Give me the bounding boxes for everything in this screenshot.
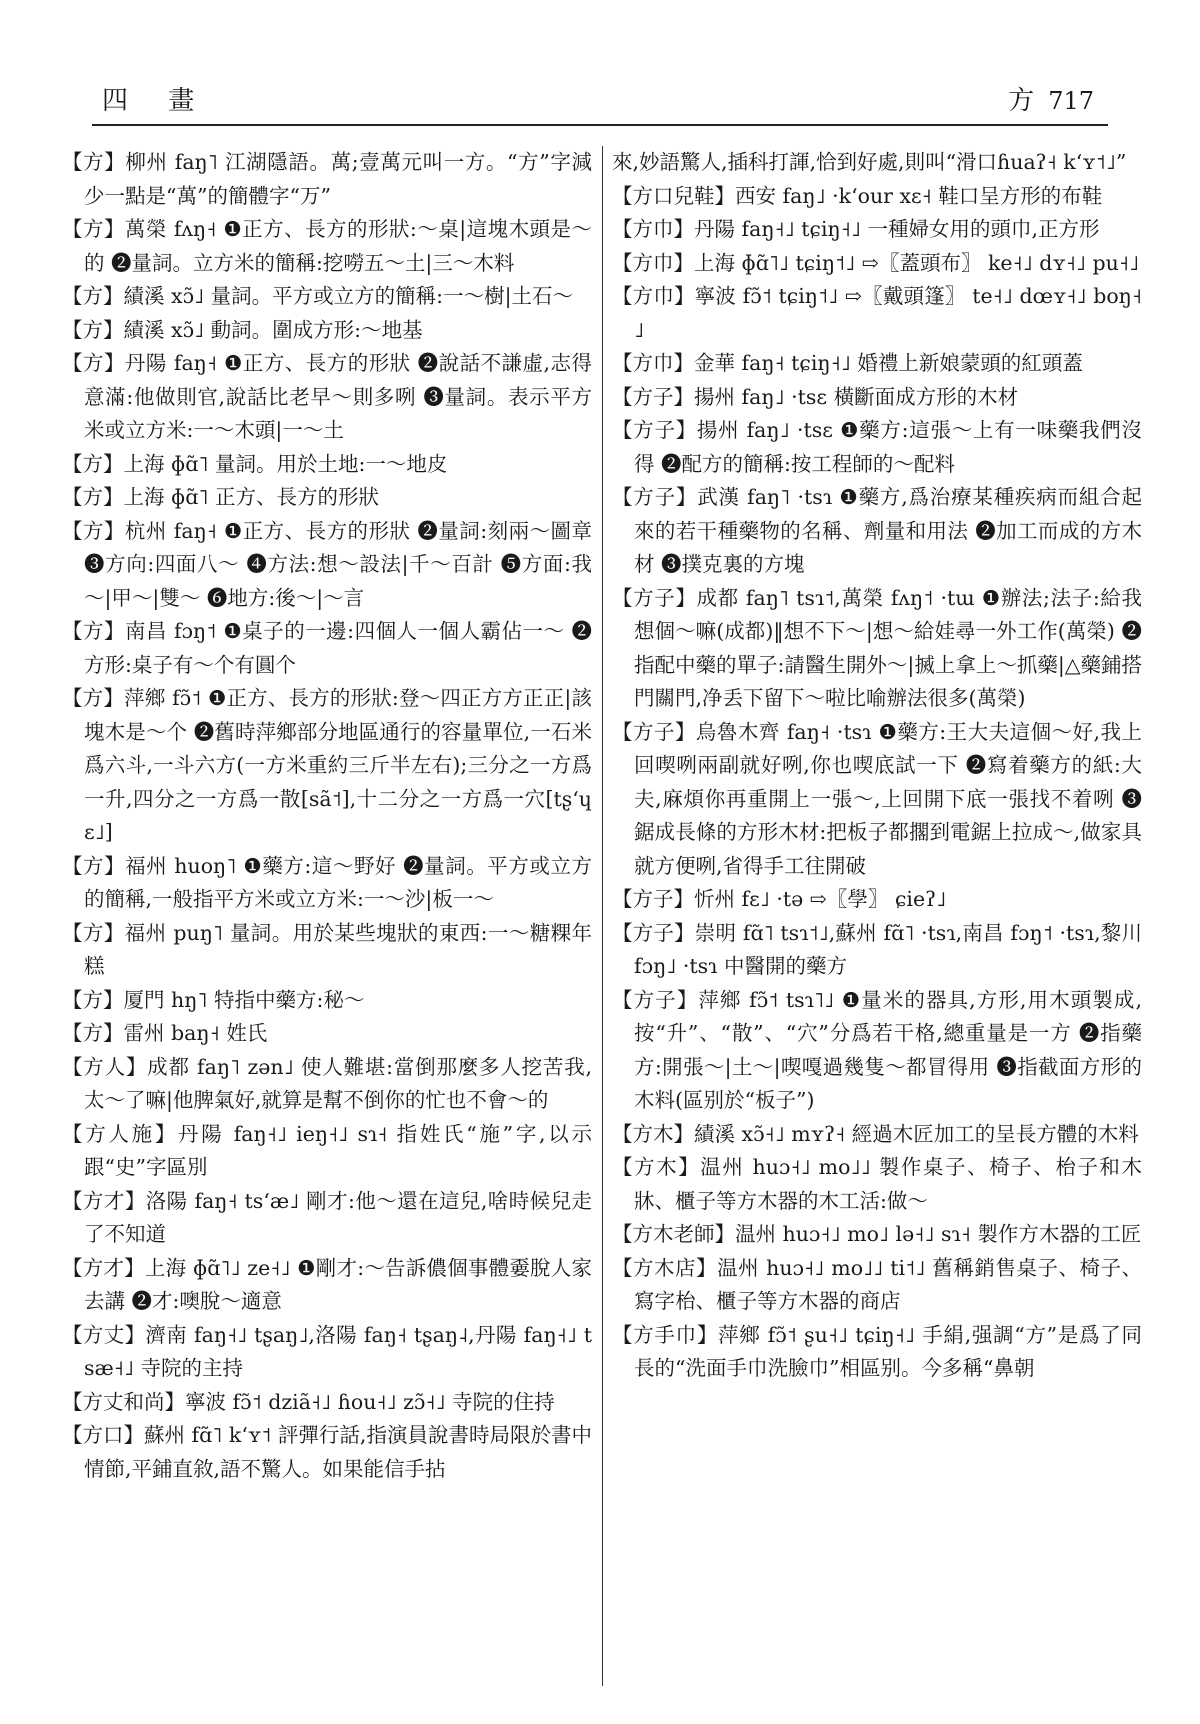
- dictionary-entry: 【方才】上海 ɸɑ̃˥˩ ze˧˩ ❶剛才:～告訴儂個事體嫑脫人家去講 ❷才:噢脫～適意: [62, 1255, 592, 1313]
- dictionary-entry: 【方子】忻州 fɛ˩ ·tə ⇨〖學〗 ɕieʔ˩: [612, 887, 947, 911]
- dictionary-entry: 【方】杭州 faŋ˧ ❶正方、長方的形狀 ❷量詞:刻兩～圖章 ❸方向:四面八～ ❹方法:想～設法|千～百計 ❺方面:我～|甲～|雙～ ❻地方:後～|～言: [62, 518, 592, 610]
- dictionary-entry: 【方子】揚州 faŋ˩ ·tsɛ ❶藥方:這張～上有一味藥我們沒得 ❷配方的簡稱:按工程師的～配料: [612, 418, 1142, 476]
- left-column: [62, 146, 592, 1686]
- dictionary-entry: 【方】福州 huoŋ˥ ❶藥方:這～野好 ❷量詞。平方或立方的簡稱,一般指平方米或立方米:一～沙|板一～: [62, 853, 592, 911]
- dictionary-entry: 【方】績溪 xɔ̃˩ 量詞。平方或立方的簡稱:一～樹|土石～: [62, 284, 573, 308]
- dictionary-entry: 【方巾】金華 faŋ˧ tɕiŋ˧˩ 婚禮上新娘蒙頭的紅頭蓋: [612, 351, 1083, 375]
- dictionary-entry: 【方】績溪 xɔ̃˩ 動詞。圍成方形:～地基: [62, 317, 423, 342]
- dictionary-entry: 【方】柳州 faŋ˥ 江湖隱語。萬;壹萬元叫一方。“方”字減少一點是“萬”的簡體字“万”: [62, 150, 592, 208]
- dictionary-entry: 【方丈和尚】寧波 fɔ̃˦ dziã˧˩ ɦou˧˩ zɔ̃˧˩ 寺院的住持: [62, 1389, 555, 1414]
- dictionary-entry: 【方子】成都 faŋ˥ tsɿ˦,萬榮 fʌŋ˦ ·tɯ ❶辦法;法子:給我想個～嘛(成都)‖想不下～|想～給娃尋一外工作(萬榮) ❷指配中藥的單子:請醫生開外～|搣上拿上～抓藥|△藥鋪搭門關門,净丢下留下～啦比喻辦法很多(萬榮): [612, 585, 1142, 710]
- dictionary-entry: 【方手巾】萍鄉 fɔ̃˦ ʂu˧˩ tɕiŋ˧˩ 手絹,强調“方”是爲了同長的“洗面手巾洗臉巾”相區别。今多稱“鼻朝: [612, 1322, 1142, 1380]
- dictionary-entry: 【方】丹陽 faŋ˧ ❶正方、長方的形狀 ❷說話不謙虛,志得意滿:他做則官,說話比老早～則多咧 ❸量詞。表示平方米或立方米:一～木頭|一～土: [62, 351, 592, 442]
- dictionary-entry: 【方木】績溪 xɔ̃˧˩ mʏʔ˧ 經過木匠加工的呈長方體的木料: [612, 1121, 1139, 1146]
- dictionary-entry: 【方人】成都 faŋ˥ zən˩ 使人難堪:當倒那麼多人挖苦我,太～了嘛|他脾氣好,就算是幫不倒你的忙也不會～的: [62, 1054, 592, 1112]
- dictionary-columns: [62, 146, 1142, 1686]
- dictionary-entry: 【方】南昌 fɔŋ˦ ❶桌子的一邊:四個人一個人霸佔一～ ❷方形:桌子有～个有圓个: [62, 619, 592, 677]
- dictionary-entry: 【方巾】寧波 fɔ̃˦ tɕiŋ˦˩ ⇨〖戴頭篷〗 te˧˩ dœʏ˧˩ boŋ˧˩: [612, 284, 1142, 342]
- section-label: 四 畫: [102, 86, 211, 116]
- dictionary-entry: 【方才】洛陽 faŋ˧ tsʻæ˩ 剛才:他～還在這兒,啥時候兒走了不知道: [62, 1188, 592, 1246]
- dictionary-entry: 【方】雷州 baŋ˧ 姓氏: [62, 1021, 268, 1045]
- dictionary-entry: 【方】萬榮 fʌŋ˧ ❶正方、長方的形狀:～桌|這塊木頭是～的 ❷量詞。立方米的簡稱:挖嘮五～土|三～木料: [62, 217, 592, 275]
- dictionary-entry: 【方】福州 puŋ˥ 量詞。用於某些塊狀的東西:一～糖粿年糕: [62, 920, 592, 978]
- dictionary-entry: 【方口】蘇州 fɑ̃˥ kʻʏ˦ 評彈行話,指演員說書時局限於書中情節,平鋪直敘,語不驚人。如果能信手拈: [62, 1423, 592, 1481]
- dictionary-entry: 【方人施】丹陽 faŋ˧˩ ieŋ˧˩ sɿ˧ 指姓氏“施”字,以示跟“史”字區別: [62, 1121, 592, 1179]
- column-divider: [602, 146, 603, 1686]
- dictionary-entry: 【方】厦門 hŋ˥ 特指中藥方:秘～: [62, 987, 365, 1012]
- dictionary-entry: 【方子】揚州 faŋ˩ ·tsɛ 橫斷面成方形的木材: [612, 384, 1019, 409]
- dictionary-entry: 【方木店】温州 huɔ˧˩ mo˩˩ ti˦˩ 舊稱銷售桌子、椅子、寫字枱、櫃子等方木器的商店: [612, 1255, 1142, 1313]
- right-column: [612, 146, 1142, 1686]
- dictionary-entry: 【方口兒鞋】西安 faŋ˩ ·kʻour xɛ˧ 鞋口呈方形的布鞋: [612, 183, 1103, 208]
- dictionary-entry: 【方】上海 ɸɑ̃˥ 正方、長方的形狀: [62, 485, 379, 509]
- dictionary-entry: 【方子】烏魯木齊 faŋ˧ ·tsɿ ❶藥方:王大夫這個～好,我上回喫咧兩副就好咧,你也喫底試一下 ❷寫着藥方的紙:大夫,麻煩你再重開上一張～,上回開下底一張找不着咧 ❸鋸成長條的方形木材:把板子都擱到電鋸上拉成～,做家具就方便咧,省得手工往開破: [612, 719, 1142, 878]
- dictionary-entry: 【方木老師】温州 huɔ˧˩ mo˩ lə˧˩ sɿ˧ 製作方木器的工匠: [612, 1222, 1142, 1246]
- dictionary-entry: 來,妙語驚人,插科打諢,恰到好處,則叫“滑口ɦuaʔ˧ kʻʏ˦˩”: [612, 150, 1127, 174]
- dictionary-entry: 【方子】萍鄉 fɔ̃˦ tsɿ˥˩ ❶量米的器具,方形,用木頭製成,按“升”、“散”、“穴”分爲若干格,總重量是一方 ❷指藥方:開張～|土～|喫嘎過幾隻～都冒得用 ❸指截面方形的木料(區别於“板子”): [612, 987, 1142, 1112]
- dictionary-entry: 【方丈】濟南 faŋ˧˩ tʂaŋ˩,洛陽 faŋ˧ tʂaŋ˨,丹陽 faŋ˧˩ tsæ˧˩ 寺院的主持: [62, 1322, 592, 1380]
- page-header: [92, 78, 1108, 126]
- dictionary-entry: 【方】上海 ɸɑ̃˥ 量詞。用於土地:一～地皮: [62, 451, 448, 476]
- dictionary-entry: 【方】萍鄉 fɔ̃˦ ❶正方、長方的形狀:登～四正方方正正|該塊木是～个 ❷舊時萍鄉部分地區通行的容量單位,一石米爲六斗,一斗六方(一方米重約三斤半左右);三分之一方爲一升,四分之一方爲一散[sã˦],十二分之一方爲一穴[tʂʻɥɛ˩]: [62, 686, 592, 844]
- header-right: [1008, 80, 1094, 117]
- dictionary-entry: 【方木】温州 huɔ˧˩ mo˩˩ 製作桌子、椅子、枱子和木牀、櫃子等方木器的木工活:做～: [612, 1155, 1142, 1213]
- dictionary-entry: 【方子】武漢 faŋ˥ ·tsɿ ❶藥方,爲治療某種疾病而組合起來的若干種藥物的名稱、劑量和用法 ❷加工而成的方木材 ❸撲克裏的方塊: [612, 485, 1142, 576]
- header-char: 方: [1008, 86, 1035, 116]
- dictionary-entry: 【方巾】丹陽 faŋ˧˩ tɕiŋ˧˩ 一種婦女用的頭巾,正方形: [612, 217, 1100, 241]
- dictionary-entry: 【方子】崇明 fɑ̃˥ tsɿ˦˩,蘇州 fɑ̃˥ ·tsɿ,南昌 fɔŋ˦ ·tsɿ,黎川 fɔŋ˩ ·tsɿ 中醫開的藥方: [612, 920, 1142, 978]
- dictionary-entry: 【方巾】上海 ɸɑ̃˥˩ tɕiŋ˦˩ ⇨〖蓋頭布〗 ke˧˩ dʏ˧˩ pu˧˩: [612, 250, 1140, 275]
- page-number: 717: [1048, 87, 1094, 115]
